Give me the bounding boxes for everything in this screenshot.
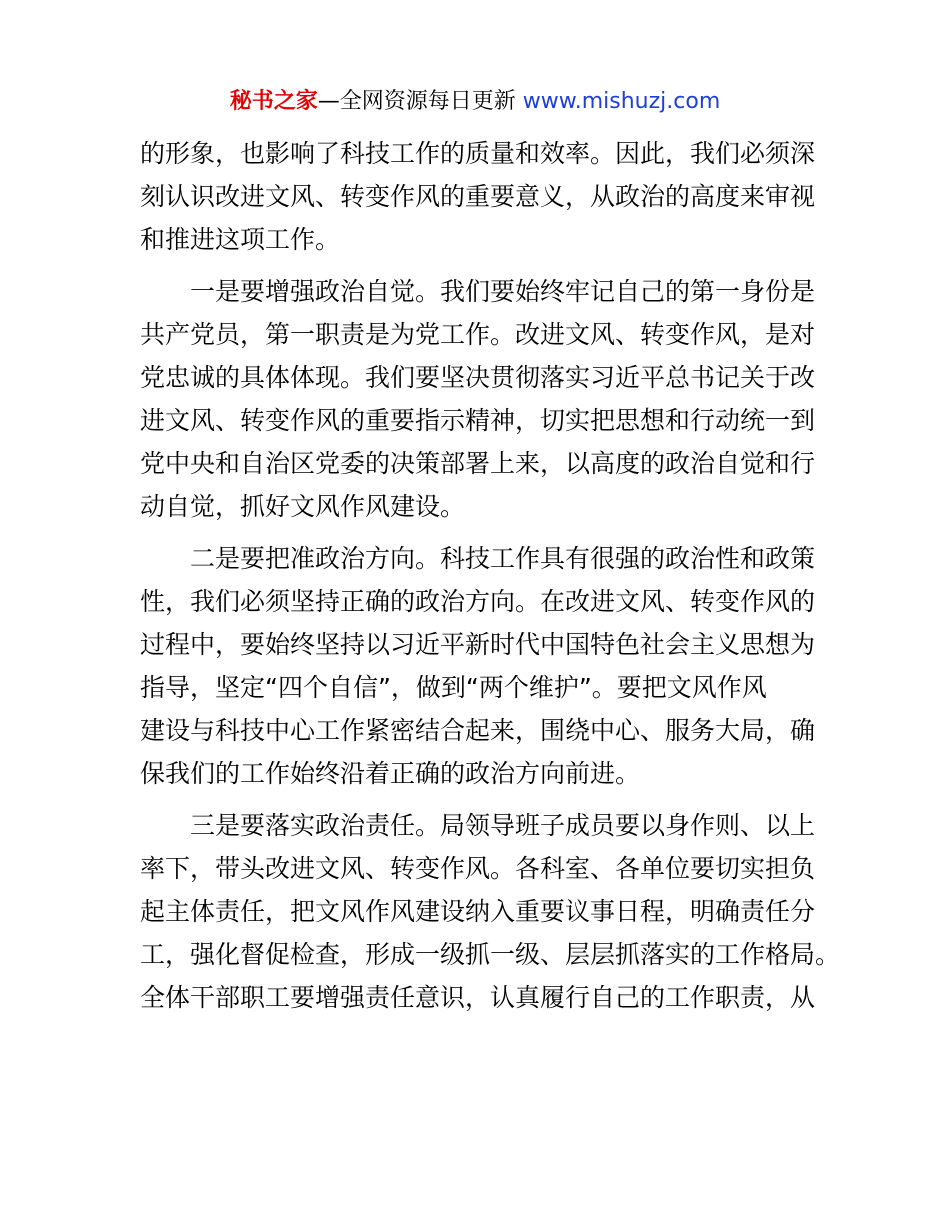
text-line: 全体干部职工要增强责任意识，认真履行自己的工作职责，从 <box>140 983 816 1012</box>
text-line: 的形象，也影响了科技工作的质量和效率。因此，我们必须深 <box>140 139 816 168</box>
site-brand: 秘书之家 <box>229 89 318 114</box>
text-line: 工，强化督促检查，形成一级抓一级、层层抓落实的工作格局。 <box>140 940 841 969</box>
text-line: 保我们的工作始终沿着正确的政治方向前进。 <box>140 759 641 788</box>
text-line: 性，我们必须坚持正确的政治方向。在改进文风、转变作风的 <box>140 587 816 616</box>
site-header <box>0 86 950 118</box>
text-line: 进文风、转变作风的重要指示精神，切实把思想和行动统一到 <box>140 406 816 435</box>
text-line: 指导，坚定“四个自信”，做到“两个维护”。要把文风作风 <box>140 673 767 702</box>
site-url-link[interactable]: www.mishuzj.com <box>522 89 721 114</box>
document-body <box>140 132 841 1019</box>
text-line: 党忠诚的具体体现。我们要坚决贯彻落实习近平总书记关于改 <box>140 363 816 392</box>
text-line: 党中央和自治区党委的决策部署上来，以高度的政治自觉和行 <box>140 449 816 478</box>
text-line: 过程中，要始终坚持以习近平新时代中国特色社会主义思想为 <box>140 630 816 659</box>
paragraph <box>140 270 816 528</box>
text-line: 建设与科技中心工作紧密结合起来，围绕中心、服务大局，确 <box>140 716 816 745</box>
paragraph <box>140 804 841 1019</box>
text-line: 三是要落实政治责任。局领导班子成员要以身作则、以上 <box>190 811 816 840</box>
text-line: 共产党员，第一职责是为党工作。改进文风、转变作风，是对 <box>140 320 816 349</box>
paragraph <box>140 537 816 795</box>
text-line: 率下，带头改进文风、转变作风。各科室、各单位要切实担负 <box>140 854 816 883</box>
text-line: 和推进这项工作。 <box>140 225 341 254</box>
text-line: 动自觉，抓好文风作风建设。 <box>140 492 466 521</box>
text-line: 二是要把准政治方向。科技工作具有很强的政治性和政策 <box>190 544 816 573</box>
text-line: 刻认识改进文风、转变作风的重要意义，从政治的高度来审视 <box>140 182 816 211</box>
paragraph <box>140 132 816 261</box>
text-line: 起主体责任，把文风作风建设纳入重要议事日程，明确责任分 <box>140 897 816 926</box>
site-tagline: —全网资源每日更新 <box>317 89 523 114</box>
text-line: 一是要增强政治自觉。我们要始终牢记自己的第一身份是 <box>190 277 816 306</box>
